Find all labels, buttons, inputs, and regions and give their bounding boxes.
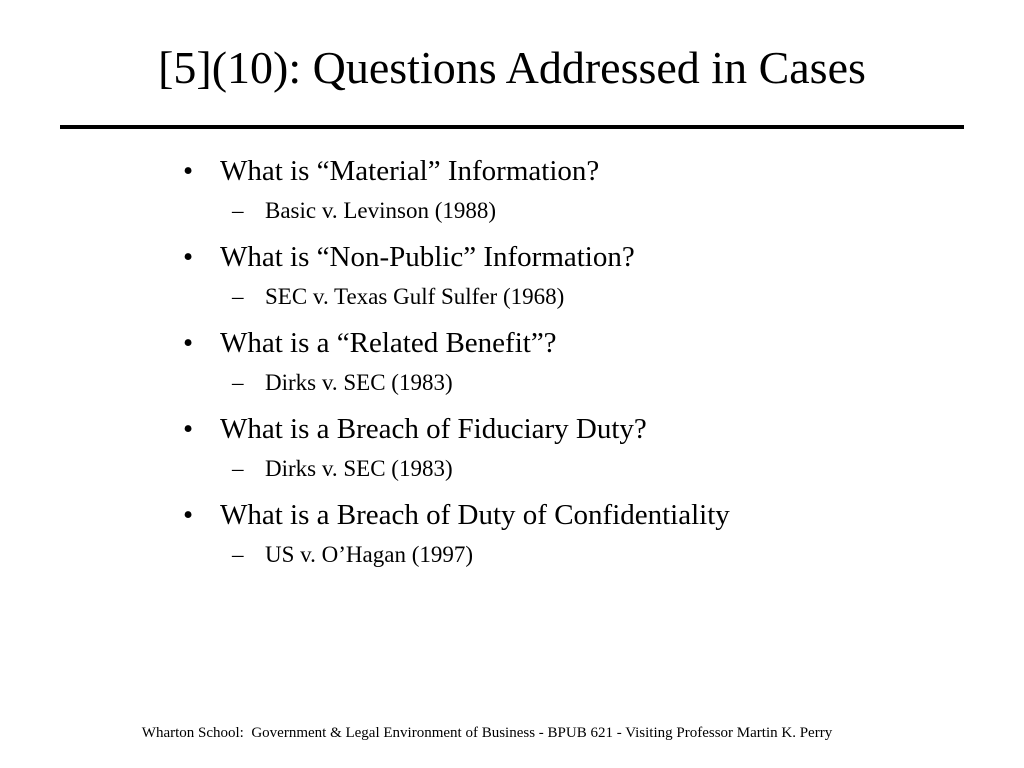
sub-marker: – (232, 542, 244, 567)
bullet-text: What is “Non-Public” Information? (220, 241, 635, 273)
sub-text: Basic v. Levinson (1988) (265, 198, 497, 223)
sub-item (180, 536, 980, 574)
sub-marker: – (232, 198, 244, 223)
bullet-item (180, 236, 980, 278)
bullet-text: What is a “Related Benefit”? (220, 327, 557, 359)
bullet-item (180, 408, 980, 450)
sub-marker: – (232, 456, 244, 481)
bullet-marker: • (183, 241, 194, 273)
bullet-text: What is a Breach of Duty of Confidentiality (220, 499, 730, 531)
sub-text: Dirks v. SEC (1983) (265, 370, 453, 395)
bullet-marker: • (183, 327, 194, 359)
bullet-marker: • (183, 499, 194, 531)
bullet-item (180, 494, 980, 536)
slide-footer: Wharton School: Government & Legal Environment of Business - BPUB 621 - Visiting Professor Martin K. Perry (141, 725, 833, 741)
sub-item (180, 450, 980, 488)
sub-item (180, 364, 980, 402)
bullet-list (180, 150, 980, 574)
sub-text: SEC v. Texas Gulf Sulfer (1968) (265, 284, 565, 309)
bullet-marker: • (183, 413, 194, 445)
sub-item (180, 278, 980, 316)
sub-text: US v. O’Hagan (1997) (265, 542, 474, 567)
bullet-text: What is “Material” Information? (220, 155, 600, 187)
slide-title: [5](10): Questions Addressed in Cases (158, 42, 866, 93)
bullet-text: What is a Breach of Fiduciary Duty? (220, 413, 647, 445)
bullet-item (180, 150, 980, 192)
title-divider (60, 125, 964, 129)
sub-text: Dirks v. SEC (1983) (265, 456, 453, 481)
bullet-marker: • (183, 155, 194, 187)
sub-marker: – (232, 370, 244, 395)
sub-marker: – (232, 284, 244, 309)
sub-item (180, 192, 980, 230)
bullet-item (180, 322, 980, 364)
